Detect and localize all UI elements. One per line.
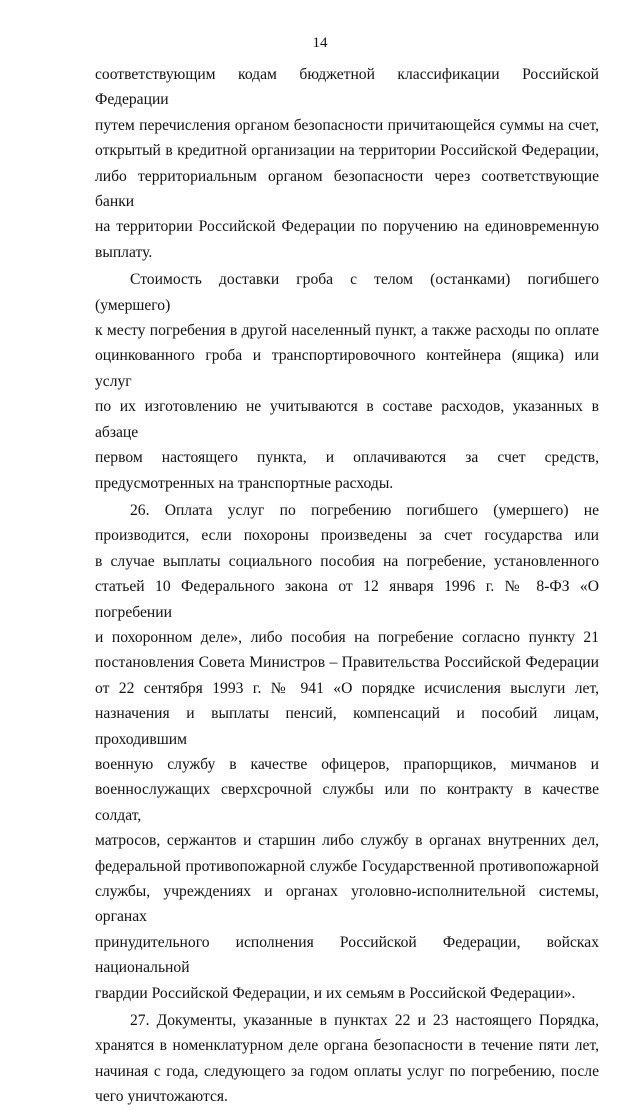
text-line: по их изготовлению не учитываются в составе расходов, указанных в абзаце xyxy=(95,398,599,441)
text-line: и похоронном деле», либо пособия на погребение согласно пункту 21 xyxy=(95,628,599,646)
text-line: матросов, сержантов и старшин либо службу в органах внутренних дел, xyxy=(95,832,599,850)
text-line: открытый в кредитной организации на территории Российской Федерации, xyxy=(95,142,599,160)
text-line: соответствующим кодам бюджетной классификации Российской Федерации xyxy=(95,66,599,109)
paragraph-continuation xyxy=(95,62,599,265)
document-body xyxy=(95,62,599,1110)
text-line: принудительного исполнения Российской Федерации, войсках национальной xyxy=(95,933,599,977)
text-line: федеральной противопожарной службе Государственной противопожарной xyxy=(95,857,599,875)
text-line: путем перечисления органом безопасности причитающейся суммы на счет, xyxy=(95,116,599,134)
text-line: предусмотренных на транспортные расходы. xyxy=(95,474,394,492)
text-line: на территории Российской Федерации по поручению на единовременную xyxy=(95,218,599,236)
text-line: первом настоящего пункта, и оплачиваются за счет средств, xyxy=(95,449,599,467)
text-line: производится, если похороны произведены за счет государства или xyxy=(95,527,599,545)
text-line: 26. Оплата услуг по погребению погибшего (умершего) не xyxy=(130,501,599,519)
text-line: чего уничтожаются. xyxy=(95,1088,228,1106)
text-line: статьей 10 Федерального закона от 12 января 1996 г. № 8-ФЗ «О погребении xyxy=(95,578,599,621)
text-line: гвардии Российской Федерации, и их семьям в Российской Федерации». xyxy=(95,984,576,1002)
text-line: начиная с года, следующего за годом оплаты услуг по погребению, после xyxy=(95,1062,599,1080)
paragraph-27 xyxy=(95,1008,599,1110)
text-line: Стоимость доставки гроба с телом (останками) погибшего (умершего) xyxy=(95,271,599,314)
text-line: хранятся в номенклатурном деле органа безопасности в течение пяти лет, xyxy=(95,1037,599,1055)
text-line: службы, учреждениях и органах уголовно-исполнительной системы, органах xyxy=(95,883,599,926)
text-line: выплату. xyxy=(95,243,153,261)
text-line: к месту погребения в другой населенный пункт, а также расходы по оплате xyxy=(95,322,599,340)
text-line: назначения и выплаты пенсий, компенсаций и пособий лицам, проходившим xyxy=(95,705,599,748)
text-line: постановления Совета Министров – Правительства Российской Федерации xyxy=(95,654,599,672)
text-line: военнослужащих сверхсрочной службы или по контракту в качестве солдат, xyxy=(95,781,599,824)
text-line: в случае выплаты социального пособия на погребение, установленного xyxy=(95,552,599,570)
text-line: от 22 сентября 1993 г. № 941 «О порядке исчисления выслуги лет, xyxy=(95,679,599,697)
page-number: 14 xyxy=(312,35,328,51)
text-line: 27. Документы, указанные в пунктах 22 и 23 настоящего Порядка, xyxy=(130,1012,599,1030)
text-line: военную службу в качестве офицеров, прапорщиков, мичманов и xyxy=(95,755,599,773)
text-line: либо территориальным органом безопасности через соответствующие банки xyxy=(95,167,599,211)
paragraph-26 xyxy=(95,498,599,1006)
paragraph-delivery-cost xyxy=(95,267,599,496)
text-line: оцинкованного гроба и транспортировочного контейнера (ящика) или услуг xyxy=(95,347,599,390)
